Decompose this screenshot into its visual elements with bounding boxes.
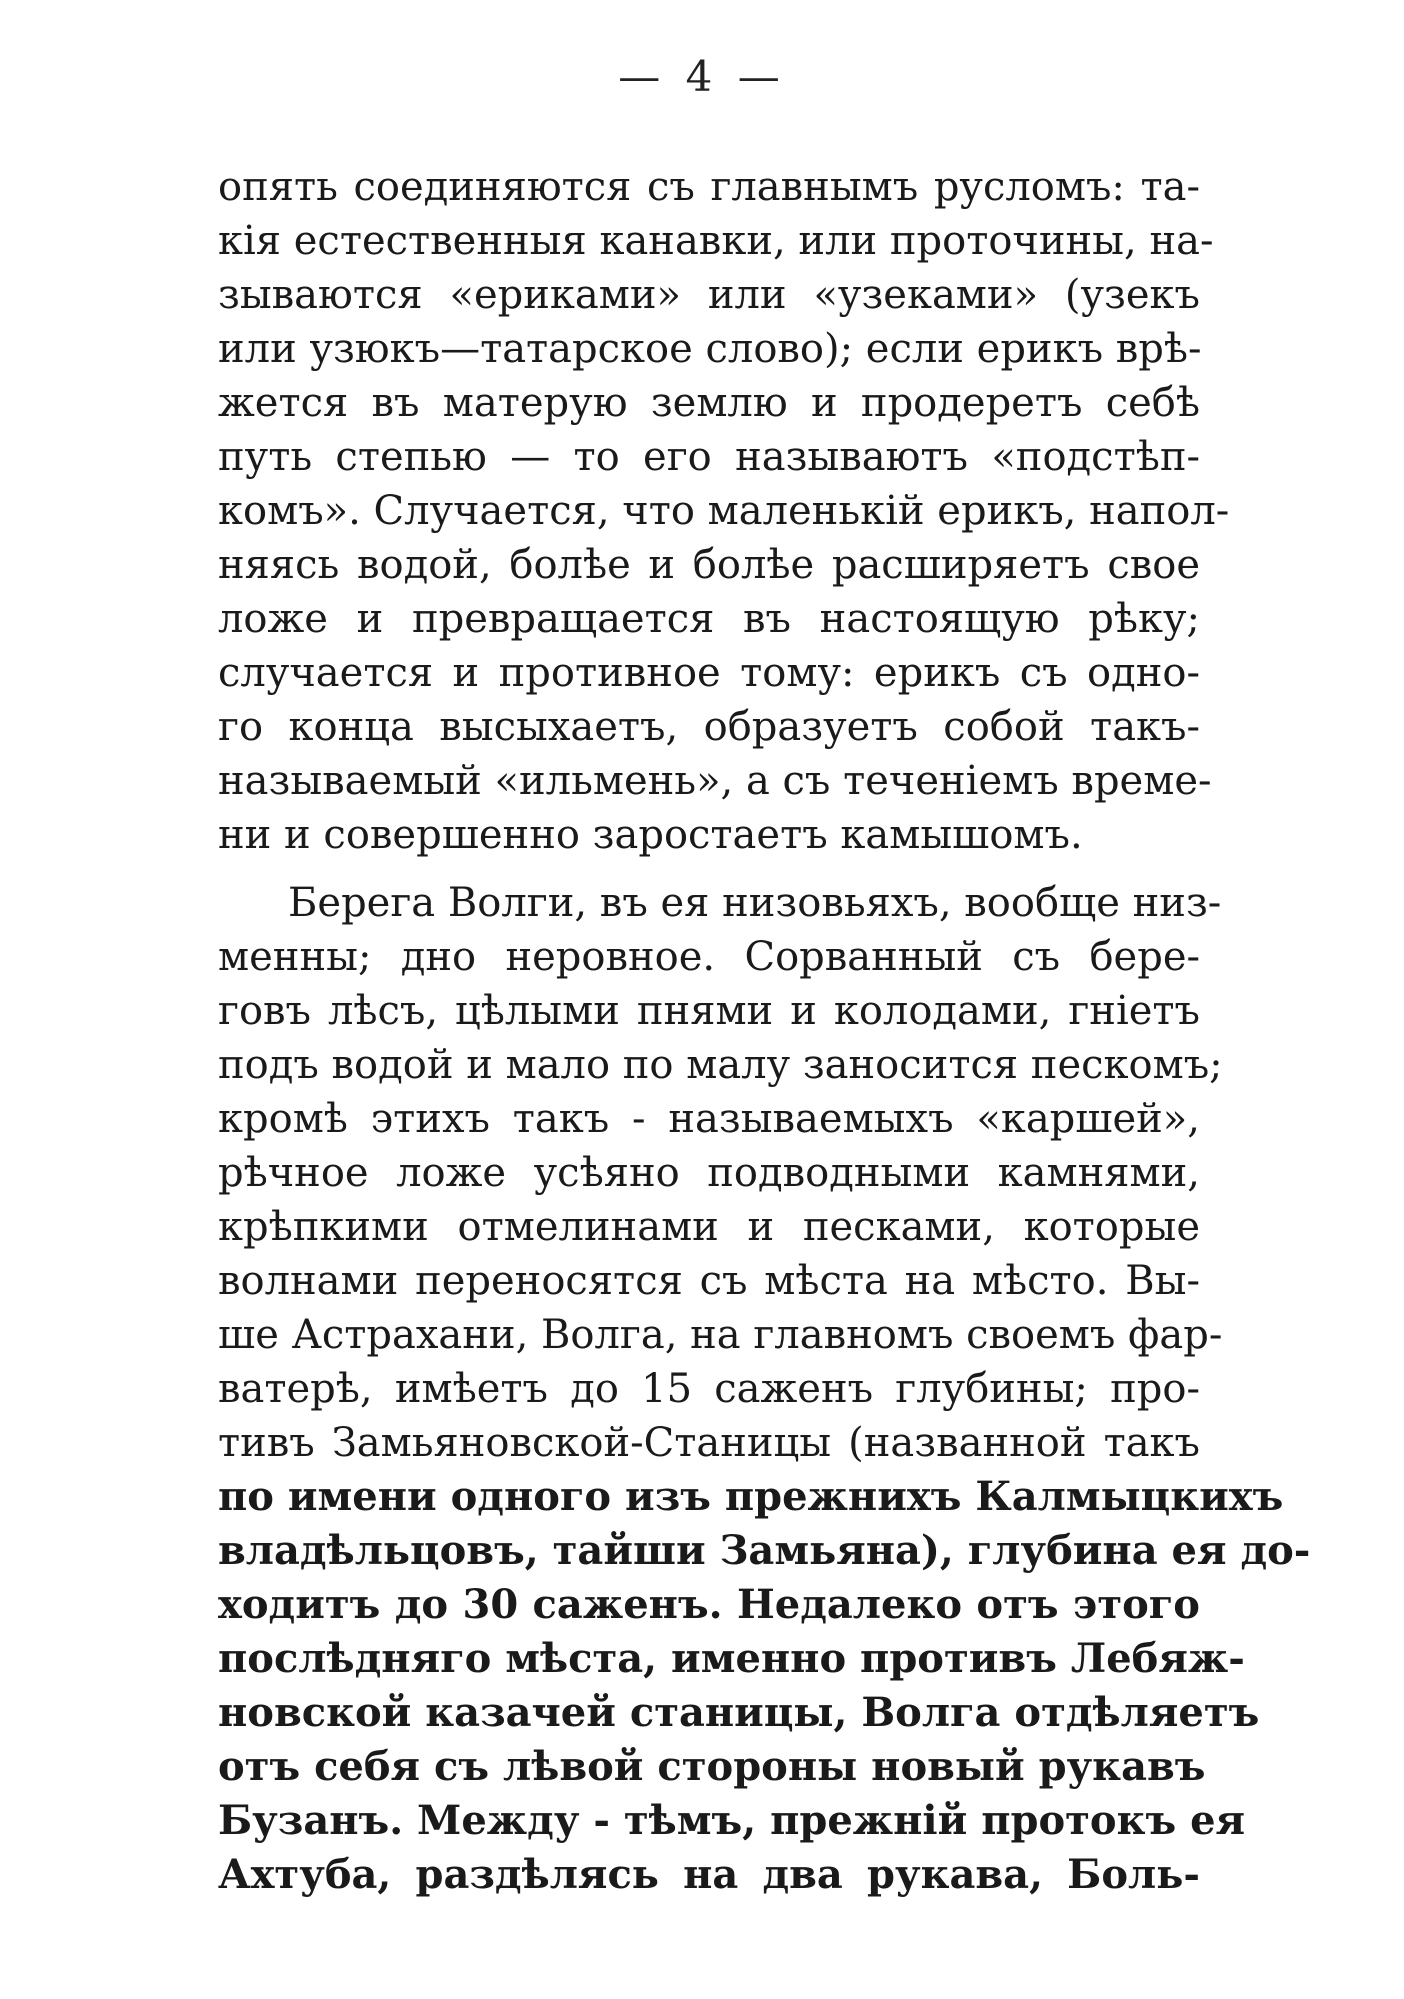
text-line: го конца высыхаетъ, образуетъ собой такъ- bbox=[218, 704, 1200, 750]
text-line: по имени одного изъ прежнихъ Калмыцкихъ bbox=[218, 1473, 1284, 1520]
text-line: Бузанъ. Между - тѣмъ, прежній протокъ ея bbox=[218, 1797, 1246, 1844]
text-line: или узюкъ—татарское слово); если ерикъ врѣ- bbox=[218, 326, 1202, 372]
text-line: волнами переносятся съ мѣста на мѣсто. Вы- bbox=[218, 1258, 1200, 1304]
text-line: называемый «ильмень», а съ теченіемъ време- bbox=[218, 758, 1212, 804]
text-line: зываются «ериками» или «узеками» (узекъ bbox=[218, 272, 1200, 318]
text-line: Ахтуба, раздѣлясь на два рукава, Боль- bbox=[218, 1851, 1200, 1898]
body-text bbox=[218, 160, 1311, 1902]
text-line: говъ лѣсъ, цѣлыми пнями и колодами, гніетъ bbox=[218, 988, 1200, 1034]
text-line: подъ водой и мало по малу заносится пескомъ; bbox=[218, 1042, 1223, 1088]
text-line: Берега Волги, въ ея низовьяхъ, вообще низ- bbox=[288, 880, 1222, 926]
text-line: рѣчное ложе усѣяно подводными камнями, bbox=[218, 1150, 1200, 1196]
paragraph-gap bbox=[218, 862, 1200, 876]
text-line: жется въ матерую землю и продеретъ себѣ bbox=[218, 380, 1200, 426]
text-line: ше Астрахани, Волга, на главномъ своемъ фар- bbox=[218, 1312, 1223, 1358]
text-line: кія естественныя канавки, или проточины, на- bbox=[218, 218, 1214, 264]
text-line: комъ». Случается, что маленькій ерикъ, напол- bbox=[218, 488, 1230, 534]
text-line: кромѣ этихъ такъ - называемыхъ «каршей», bbox=[218, 1096, 1200, 1142]
text-line: владѣльцовъ, тайши Замьяна), глубина ея до- bbox=[218, 1527, 1311, 1574]
text-line: тивъ Замьяновской-Станицы (названной такъ bbox=[218, 1420, 1200, 1466]
text-line: новской казачей станицы, Волга отдѣляетъ bbox=[218, 1689, 1260, 1736]
text-line: путь степью — то его называютъ «подстѣп- bbox=[218, 434, 1200, 480]
text-line: ватерѣ, имѣетъ до 15 саженъ глубины; про- bbox=[218, 1366, 1200, 1412]
text-line: ходитъ до 30 саженъ. Недалеко отъ этого bbox=[218, 1581, 1200, 1628]
text-line: няясь водой, болѣе и болѣе расширяетъ свое bbox=[218, 542, 1200, 588]
text-line: ложе и превращается въ настоящую рѣку; bbox=[218, 596, 1200, 642]
text-line: опять соединяются съ главнымъ русломъ: та- bbox=[218, 164, 1200, 210]
page-number: — 4 — bbox=[618, 52, 786, 101]
text-line: крѣпкими отмелинами и песками, которые bbox=[218, 1204, 1200, 1250]
paragraph-2 bbox=[218, 876, 1311, 1902]
paragraph-1 bbox=[218, 160, 1230, 862]
text-line: менны; дно неровное. Сорванный съ бере- bbox=[218, 934, 1200, 980]
text-line: послѣдняго мѣста, именно противъ Лебяж- bbox=[218, 1635, 1245, 1682]
text-line: ни и совершенно заростаетъ камышомъ. bbox=[218, 812, 1083, 858]
text-line: отъ себя съ лѣвой стороны новый рукавъ bbox=[218, 1743, 1206, 1790]
text-line: случается и противное тому: ерикъ съ одно- bbox=[218, 650, 1200, 696]
